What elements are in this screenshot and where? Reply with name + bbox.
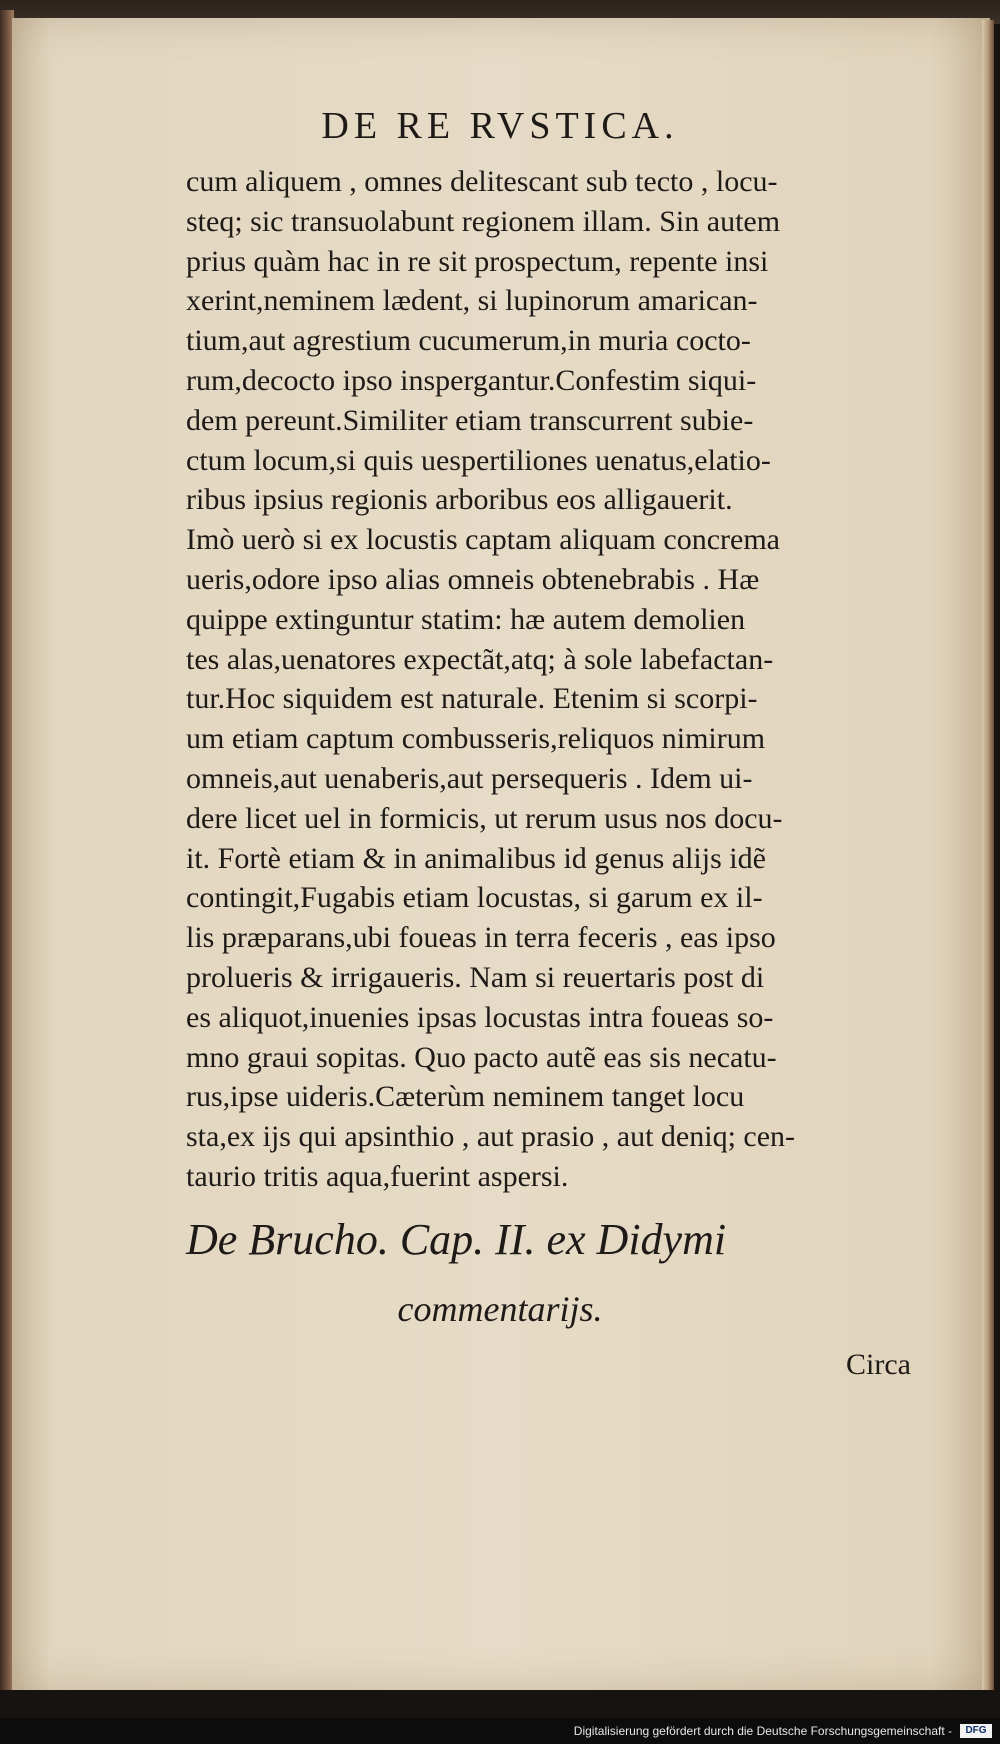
body-line: prolueris & irrigaueris. Nam si reuertaris post di: [186, 960, 765, 994]
funding-credit: Digitalisierung gefördert durch die Deutsche Forschungsgemeinschaft -: [573, 1724, 952, 1738]
body-line: rum,decocto ipso inspergantur.Confestim siqui-: [186, 363, 757, 397]
body-line: tes alas,uenatores expectãt,atq; à sole labefactan-: [186, 642, 774, 676]
body-line: sta,ex ijs qui apsinthio , aut prasio , aut deniq; cen-: [186, 1120, 796, 1154]
body-line: omneis,aut uenaberis,aut persequeris . Idem ui-: [186, 761, 753, 795]
body-line: it. Fortè etiam & in animalibus id genus alijs idẽ: [186, 841, 766, 875]
body-line: es aliquot,inuenies ipsas locustas intra foueas so-: [186, 1000, 774, 1034]
body-line: ueris,odore ipso alias omneis obtenebrabis . Hæ: [186, 562, 760, 596]
chapter-subheading: commentarijs.: [397, 1289, 603, 1329]
running-head: DE RE RVSTICA.: [321, 105, 679, 147]
body-line: taurio tritis aqua,fuerint aspersi.: [186, 1159, 569, 1193]
body-line: tur.Hoc siquidem est naturale. Etenim si scorpi-: [186, 682, 758, 716]
dfg-logo-icon: DFG: [960, 1724, 992, 1738]
catchword: Circa: [846, 1348, 911, 1381]
body-line: cum aliquem , omnes delitescant sub tecto , locu-: [186, 165, 778, 198]
body-line: steq; sic transuolabunt regionem illam. Sin autem: [186, 204, 781, 238]
body-line: contingit,Fugabis etiam locustas, si garum ex il-: [186, 881, 763, 915]
body-line: mno graui sopitas. Quo pacto autẽ eas sis necatu-: [186, 1040, 777, 1074]
body-line: ctum locum,si quis uespertiliones uenatus,elatio-: [186, 443, 771, 477]
body-line: lis præparans,ubi foueas in terra feceris , eas ipso: [186, 921, 776, 955]
page-fore-edge: [982, 20, 994, 1690]
body-line: dere licet uel in formicis, ut rerum usus nos docu-: [186, 801, 783, 835]
body-line: um etiam captum combusseris,reliquos nimirum: [186, 722, 766, 756]
body-line: prius quàm hac in re sit prospectum, repente insi: [186, 244, 769, 278]
body-line: tium,aut agrestium cucumerum,in muria cocto-: [186, 324, 751, 358]
chapter-heading: De Brucho. Cap. II. ex Didymi: [186, 1215, 727, 1264]
body-line: Imò uerò si ex locustis captam aliquam concrema: [186, 523, 780, 557]
body-line: dem pereunt.Similiter etiam transcurrent subie-: [186, 403, 754, 437]
body-line: quippe extinguntur statim: hæ autem demolien: [186, 602, 746, 636]
body-line: xerint,neminem lædent, si lupinorum amarican-: [186, 284, 758, 318]
body-line: ribus ipsius regionis arboribus eos alligauerit.: [186, 483, 733, 517]
body-text: [186, 162, 926, 1197]
body-line: rus,ipse uideris.Cæterùm neminem tanget locu: [186, 1080, 745, 1114]
